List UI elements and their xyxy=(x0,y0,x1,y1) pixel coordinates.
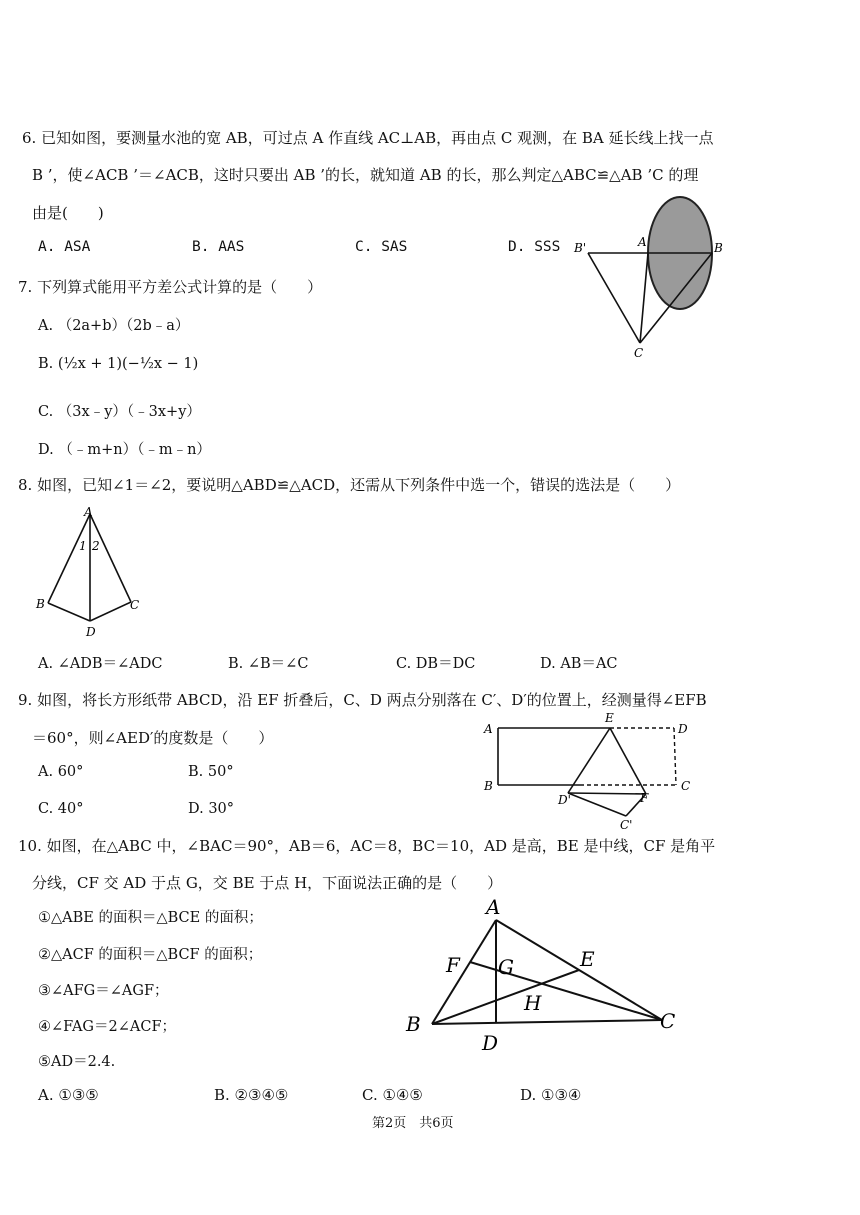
strip-right-dashed xyxy=(674,728,676,785)
q10-triangle-figure xyxy=(400,890,700,1060)
label-f: F xyxy=(640,791,649,805)
q6-option-a: A. ASA xyxy=(38,239,91,255)
fold-e-dprime xyxy=(568,728,610,793)
label-a: A xyxy=(84,505,93,519)
q9-stem-line2: ＝60°，则∠AED′的度数是（ ） xyxy=(32,729,274,747)
label-cprime: C' xyxy=(620,818,633,832)
label-c: C xyxy=(660,1009,676,1033)
q10-statement-3: ③∠AFG＝∠AGF； xyxy=(38,983,169,999)
q8-stem: 8. 如图，已知∠1＝∠2，要说明△ABD≌△ACD，还需从下列条件中选一个，错误的选法是（ ） xyxy=(18,476,681,494)
fold-dprime-cprime xyxy=(568,793,626,816)
label-d: D xyxy=(86,625,96,639)
q10-option-a: A. ①③⑤ xyxy=(38,1086,99,1104)
fold-e-f xyxy=(610,728,646,794)
q6-option-c: C. SAS xyxy=(355,239,408,255)
q10-statement-1: ①△ABE 的面积＝△BCE 的面积； xyxy=(38,910,263,926)
q10-stem-line2: 分线，CF 交 AD 于点 G，交 BE 于点 H，下面说法正确的是（ ） xyxy=(32,874,503,892)
q6-stem-line3: 由是( ) xyxy=(32,204,104,222)
q9-folded-strip-figure xyxy=(478,708,708,834)
q10-stem-line1: 10. 如图，在△ABC 中，∠BAC＝90°，AB＝6，AC＝8，BC＝10，AD 是高，BE 是中线，CF 是角平 xyxy=(18,837,716,855)
label-b: B xyxy=(484,779,493,793)
q10-option-d: D. ①③④ xyxy=(520,1086,582,1104)
label-c: C xyxy=(130,598,140,612)
q6-pond-figure xyxy=(568,195,728,365)
q10-statement-2: ②△ACF 的面积＝△BCF 的面积； xyxy=(38,947,263,963)
label-f: F xyxy=(446,953,460,977)
q9-option-d: D. 30° xyxy=(188,801,235,817)
segment-c-d xyxy=(90,602,131,621)
label-a: A xyxy=(486,895,501,919)
q7-option-a: A. （2a+b）（2b﹣a） xyxy=(38,318,190,334)
label-b: B xyxy=(36,597,45,611)
label-g: G xyxy=(498,955,514,979)
q9-option-b: B. 50° xyxy=(188,764,234,780)
side-a-b xyxy=(432,920,496,1024)
label-a: A xyxy=(638,235,647,249)
fold-dprime-f xyxy=(568,793,646,794)
q6-option-b: B. AAS xyxy=(192,239,245,255)
label-dprime: D' xyxy=(558,793,571,807)
q9-option-a: A. 60° xyxy=(38,764,84,780)
segment-a-b xyxy=(48,514,90,603)
q6-stem-line2: B ’，使∠ACB ’＝∠ACB，这时只要出 AB ’的长，就知道 AB 的长，那么判定△ABC≌△AB ’C 的理 xyxy=(32,166,699,184)
label-b: B xyxy=(714,241,723,255)
q9-stem-line1: 9. 如图，将长方形纸带 ABCD，沿 EF 折叠后，C、D 两点分别落在 C′、D′的位置上，经测量得∠EFB xyxy=(18,691,707,709)
label-c: C xyxy=(681,779,691,793)
q10-option-c: C. ①④⑤ xyxy=(362,1086,423,1104)
label-e: E xyxy=(580,947,595,971)
segment-b-d xyxy=(48,603,90,621)
q6-option-d: D. SSS xyxy=(508,239,561,255)
label-angle-1: 1 xyxy=(79,539,87,553)
q8-option-c: C. DB＝DC xyxy=(396,656,476,672)
q7-stem: 7. 下列算式能用平方差公式计算的是（ ） xyxy=(18,278,323,296)
q10-statement-4: ④∠FAG＝2∠ACF； xyxy=(38,1019,177,1035)
q10-statement-5: ⑤AD＝2.4. xyxy=(38,1054,116,1070)
segment-bprime-c xyxy=(588,253,640,343)
label-b: B xyxy=(406,1012,421,1036)
segment-a-c xyxy=(90,514,131,602)
q7-option-b: B. (½x + 1)(−½x − 1) xyxy=(38,356,199,372)
q7-option-c: C. （3x﹣y）（﹣3x+y） xyxy=(38,404,201,420)
label-a: A xyxy=(484,722,493,736)
q7-option-d: D. （﹣m+n）（﹣m﹣n） xyxy=(38,442,211,458)
label-c: C xyxy=(634,346,644,360)
q10-option-b: B. ②③④⑤ xyxy=(214,1086,289,1104)
q8-option-b: B. ∠B＝∠C xyxy=(228,656,309,672)
q9-option-c: C. 40° xyxy=(38,801,84,817)
label-h: H xyxy=(524,991,542,1015)
label-d: D xyxy=(482,1031,499,1055)
segment-a-c xyxy=(640,253,648,343)
q8-option-a: A. ∠ADB＝∠ADC xyxy=(38,656,163,672)
q8-option-d: D. AB＝AC xyxy=(540,656,618,672)
label-angle-2: 2 xyxy=(92,539,100,553)
page-footer: 第2页 共6页 xyxy=(372,1116,454,1131)
label-e: E xyxy=(605,711,614,725)
q8-kite-figure xyxy=(28,500,158,640)
q6-stem-line1: 6. 已知如图，要测量水池的宽 AB，可过点 A 作直线 AC⊥AB，再由点 C 观测，在 BA 延长线上找一点 xyxy=(22,129,714,147)
side-b-c xyxy=(432,1020,662,1024)
label-bprime: B' xyxy=(574,241,587,255)
label-d: D xyxy=(678,722,688,736)
